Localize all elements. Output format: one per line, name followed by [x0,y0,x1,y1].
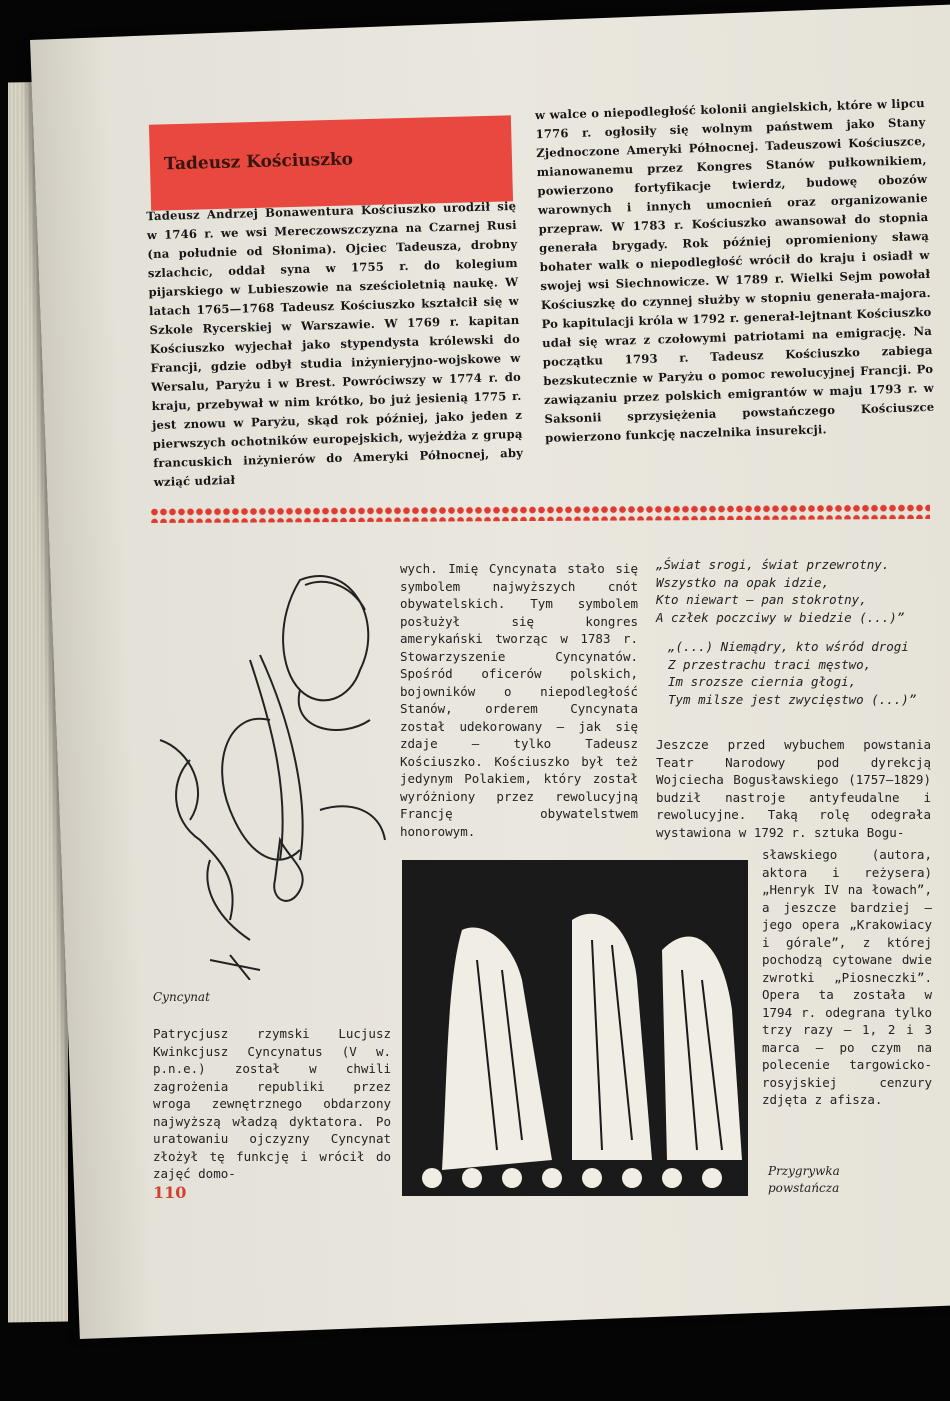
patrician-paragraph: Patrycjusz rzymski Lucjusz Kwinkcjusz Cyncynatus (V w. p.n.e.) został w chwili zagrożenia republiki przez wroga zewnętrznego obdarzony najwyższą władzą dyktatora. Po uratowaniu ojczyzny Cyncynat złożył tę funkcję i wrócił do zajęć domo- [153,1026,391,1181]
theatre-paragraph-continued: sławskiego (autora, aktora i reżysera) „Henryk IV na łowach”, a jeszcze bardziej — jego opera „Krakowiacy i górale”, z której pochodzą cytowane dwie zwrotki „Piosneczki”. Opera ta została w 1794 r. odegrana tylko trzy razy — 1, 2 i 3 marca — po czym na polecenie targowicko-rosyjskiej cenzury zdjęta z afisza. [762,847,932,1107]
theatre-paragraph: Jeszcze przed wybuchem powstania Teatr Narodowy pod dyrekcją Wojciecha Bogusławskiego (1757—1829) budził nastroje antyfeudalne i rewolucyjne. Taką rolę odegrała wystawiona w 1792 r. sztuka Bogu- [656,737,931,840]
cincinnatus-paragraph: wych. Imię Cyncynata stało się symbolem najwyższych cnót obywatelskich. Tym symbolem posłużył się kongres amerykański tworząc w 1783 r. Stowarzyszenie Cyncynatów. Spośród oficerów polskich, bojowników o niepodległość Stanów, orderem Cyncynata został udekorowany — jak się zdaje — tylko Tadeusz Kościuszko. Kościuszko był też jedynym Polakiem, który został wyróżniony przez rewolucyjną Francję obywatelstwem honorowym. [400,561,638,839]
cincinnatus-caption: Cyncynat [153,990,210,1004]
intro-left-column: Tadeusz Andrzej Bonawentura Kościuszko urodził się w 1746 r. we wsi Mereczowszczyzna na Czarnej Rusi (na południe od Słonima). Ojciec Tadeusza, drobny szlachcic, oddał syna w 1755 r. do kolegium pijarskiego w Lubieszowie na sześcioletnią naukę. W latach 1765—1768 Tadeusz Kościuszko kształcił się w Szkole Rycerskiej w Warszawie. W 1769 r. kapitan Kościuszko wyjechał jako stypendysta królewski do Francji, gdzie odbył studia inżynieryjno-wojskowe w Wersalu, Paryżu i w Brest. Powróciwszy w 1774 r. do kraju, przebywał w nim krótko, bo już jesienią 1775 r. jest znowu w Paryżu, skąd rok później, jako jeden z pierwszych ochotników europejskich, wyjeżdża z grupą francuskich inżynierów do Ameryki Północnej, aby wziąć udział [146,198,524,490]
page-number: 110 [153,1183,187,1202]
cincinnatus-illustration [150,560,390,980]
intro-right-column: w walce o niepodległość kolonii angielskich, które w lipcu 1776 r. ogłosiły się wolnym państwem jako Stany Zjednoczone Ameryki Północnej. Tadeuszowi Kościuszce, mianowanemu przez Kongres Stanów pułkownikiem, powierzono fortyfikacje twierdz, budowę obozów warownych i innych umocnień oraz organizowanie przepraw. W 1783 r. Kościuszko awansował do stopnia generała brygady. Rok później opromieniony sławą bohater walk o niepodległość wrócił do kraju i osiadł w swojej wsi Siechnowicze. W 1789 r. Wielki Sejm powołał Kościuszkę do czynnej służby w stopniu generała-majora. Po kapitulacji króla w 1792 r. generał-lejtnant Kościuszko udał się wraz z czołowymi patriotami na emigrację. Na początku 1793 r. Tadeusz Kościuszko zabiega bezskutecznie w Paryżu o pomoc rewolucyjnej Francji. Po zawiązaniu przez polskich emigrantów w maju 1793 r. w Saksonii sprzysiężenia powstańczego Kościuszce powierzono funkcję naczelnika insurekcji. [534,95,935,446]
dotted-divider [150,503,930,523]
heading-banner [149,115,513,210]
song-stanza-2: „(...) Niemądry, kto wśród drogi Z przestrachu traci męstwo, Im srozsze ciernia głogi, Tym milsze jest zwycięstwo (...)” [668,639,917,707]
heading-title: Tadeusz Kościuszko [163,149,354,175]
theatre-caption: Przygrywka powstańcza [768,1164,840,1195]
song-stanza-1: „Świat srogi, świat przewrotny. Wszystko na opak idzie, Kto niewart — pan stokrotny, A człek poczciwy w biedzie (...)” [656,557,905,625]
theatre-scene-illustration [402,860,748,1196]
